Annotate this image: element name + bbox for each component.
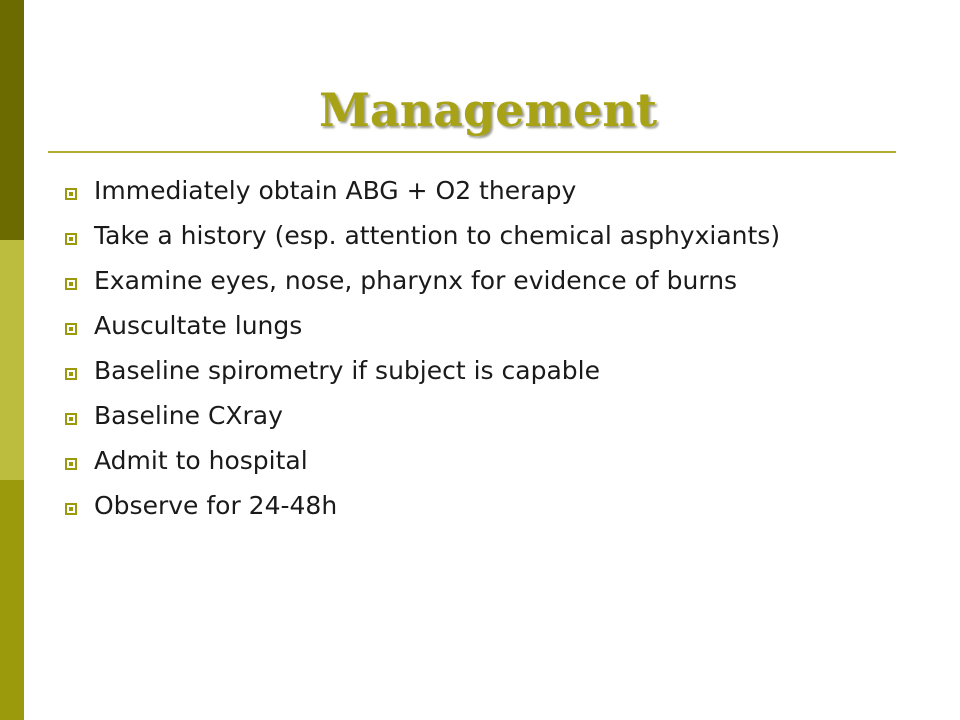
bullet-text: Take a history (esp. attention to chemical asphyxiants) [94, 221, 781, 250]
title-divider [48, 151, 896, 153]
square-bullet-icon [65, 368, 77, 380]
sidebar-decoration [0, 0, 24, 720]
square-bullet-icon [65, 278, 77, 290]
square-bullet-icon [65, 188, 77, 200]
slide-title: Management [318, 83, 658, 137]
bullet-item [60, 355, 920, 387]
bullet-text: Auscultate lungs [94, 311, 303, 340]
square-bullet-icon [65, 458, 77, 470]
sidebar-segment-middle [0, 240, 24, 480]
bullet-item [60, 490, 920, 522]
square-bullet-icon [65, 503, 77, 515]
bullet-text: Baseline CXray [94, 401, 283, 430]
bullet-item [60, 175, 920, 207]
sidebar-segment-bottom [0, 480, 24, 720]
bullet-item [60, 265, 920, 297]
bullet-item [60, 220, 920, 252]
square-bullet-icon [65, 323, 77, 335]
bullet-item [60, 400, 920, 432]
square-bullet-icon [65, 233, 77, 245]
bullet-text: Observe for 24-48h [94, 491, 338, 520]
bullet-text: Examine eyes, nose, pharynx for evidence of burns [94, 266, 738, 295]
bullet-item [60, 445, 920, 477]
bullet-text: Baseline spirometry if subject is capable [94, 356, 600, 385]
bullet-text: Admit to hospital [94, 446, 308, 475]
bullet-list [60, 175, 920, 535]
square-bullet-icon [65, 413, 77, 425]
sidebar-segment-top [0, 0, 24, 240]
bullet-text: Immediately obtain ABG + O2 therapy [94, 176, 577, 205]
bullet-item [60, 310, 920, 342]
